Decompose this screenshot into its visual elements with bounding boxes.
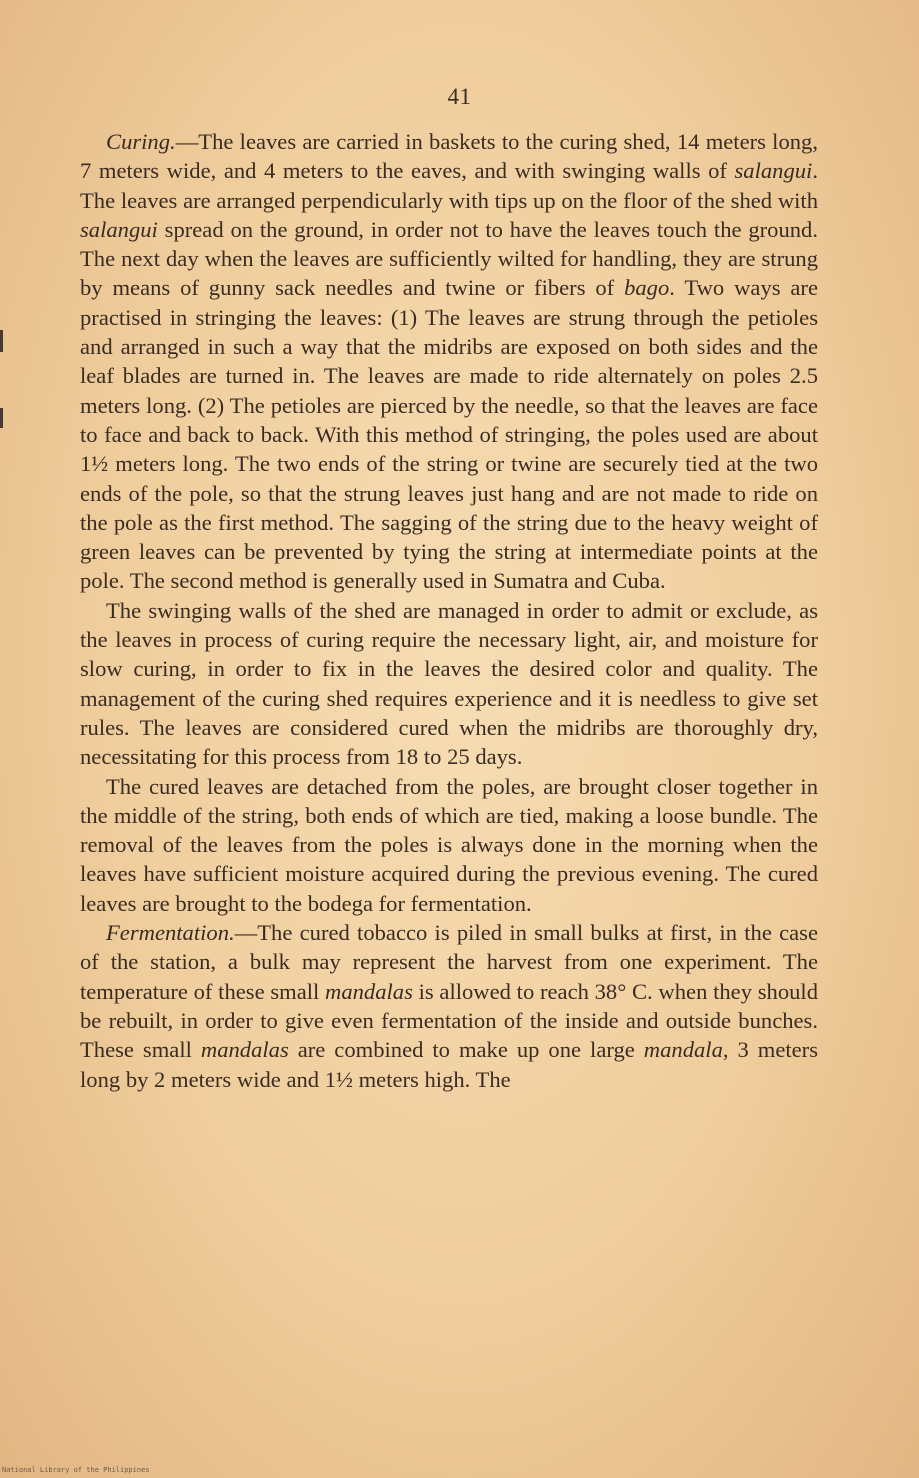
run-in-heading: Curing. (106, 129, 176, 154)
italic-term: mandalas (325, 978, 413, 1004)
text-segment: are combined to make up one large (288, 1037, 644, 1063)
text-segment: is allowed to reach 38° C. when they should be rebuilt, in order to give even fermentation of the inside and outside bunches. These small (80, 978, 818, 1063)
paragraph-cured-leaves (80, 772, 818, 918)
text-segment: —The cured tobacco is piled in small bulks at first, in the case of the station, a bulk may represent the harvest from one experiment. The temperature of these small (80, 920, 818, 1004)
italic-term: bago (624, 275, 670, 301)
page-number: 41 (447, 84, 472, 109)
text-segment: The cured leaves are detached from the poles, are brought closer together in the middle of the string, both ends of which are tied, making a loose bundle. The removal of the leaves from the poles is always done in the morning when the leaves have sufficient moisture acquired during the previous evening. The cured leaves are brought to the bodega for fermentation. (80, 773, 818, 916)
scan-edge-mark (0, 408, 3, 428)
italic-term: mandalas (200, 1037, 289, 1063)
italic-term: salangui (734, 158, 813, 184)
footer-credit: National Library of the Philippines (2, 1466, 150, 1474)
text-segment: The swinging walls of the shed are managed in order to admit or exclude, as the leaves in process of curing require the necessary light, air, and moisture for slow curing, in order to fix in the leaves the desired color and quality. The management of the curing shed requires experience and it is needless to give set rules. The leaves are considered cured when the midribs are thoroughly dry, necessitating for this process from 18 to 25 days. (80, 597, 818, 770)
text-segment: spread on the ground, in order not to have the leaves touch the ground. The next day when the leaves are sufficiently wilted for handling, they are strung by means of gunny sack needles and twine or fibers of (80, 216, 818, 301)
text-segment: , 3 meters long by 2 meters wide and 1½ meters high. The (80, 1037, 819, 1092)
scan-edge-mark (0, 330, 3, 352)
paragraph-fermentation (80, 918, 818, 1094)
page-body (80, 127, 818, 1094)
run-in-heading: Fermentation. (106, 920, 235, 946)
text-segment: . The leaves are arranged perpendicularly with tips up on the floor of the shed with (80, 158, 818, 213)
italic-term: salangui (80, 216, 158, 242)
paragraph-curing (80, 127, 818, 596)
text-segment: . Two ways are practised in stringing the leaves: (1) The leaves are strung through the petioles and arranged in such a way that the midribs are exposed on both sides and the leaf blades are turned in. The leaves are made to ride alternately on poles 2.5 meters long. (2) The petioles are pierced by the needle, so that the leaves are face to face and back to back. With this method of stringing, the poles used are about 1½ meters long. The two ends of the string or twine are securely tied at the two ends of the pole, so that the strung leaves just hang and are not made to ride on the pole as the first method. The sagging of the string due to the heavy weight of green leaves can be prevented by tying the string at intermediate points at the pole. The second method is generally used in Sumatra and Cuba. (80, 275, 818, 594)
italic-term: mandala (643, 1037, 723, 1063)
paragraph-swinging-walls (80, 596, 818, 772)
text-segment: —The leaves are carried in baskets to the curing shed, 14 meters long, 7 meters wide, and 4 meters to the eaves, and with swinging walls of (80, 129, 818, 184)
